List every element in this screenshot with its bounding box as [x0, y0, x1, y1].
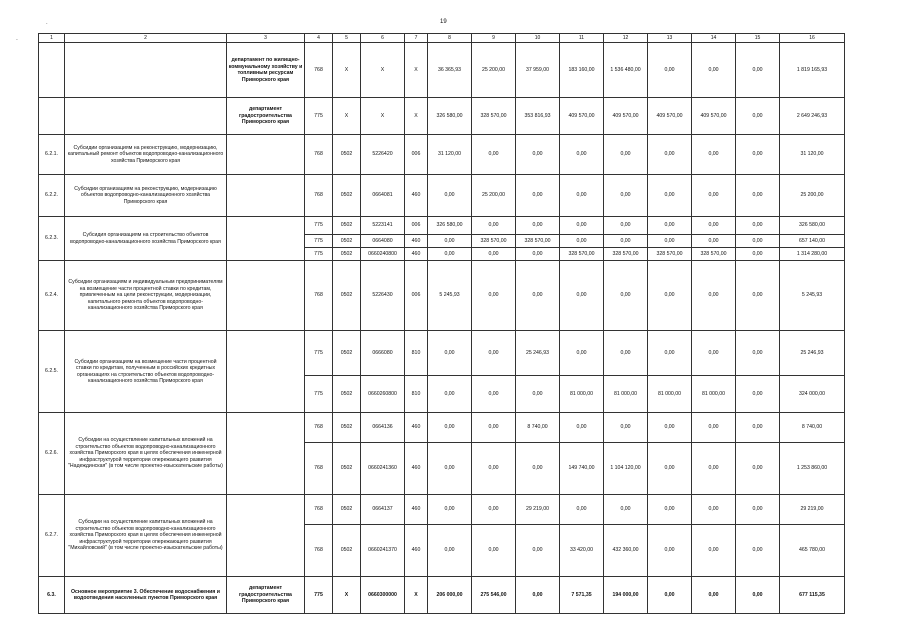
cell-c6: 0660300000	[361, 577, 405, 614]
row-code: 6.2.4.	[39, 261, 65, 331]
cell-c14: 0,00	[692, 331, 736, 376]
cell-c4: 768	[305, 175, 333, 217]
cell-c14: 409 570,00	[692, 98, 736, 135]
cell-c14: 0,00	[692, 443, 736, 495]
col-number: 5	[333, 34, 361, 43]
col-number: 6	[361, 34, 405, 43]
cell-c7: X	[405, 577, 428, 614]
cell-c11: 0,00	[560, 175, 604, 217]
cell-c11: 7 571,35	[560, 577, 604, 614]
cell-c6: 0664080	[361, 235, 405, 248]
cell-c6: 0664137	[361, 495, 405, 525]
cell-c6: 5226430	[361, 261, 405, 331]
cell-c16: 465 780,00	[780, 525, 845, 577]
row-executor	[227, 413, 305, 495]
cell-c11: 0,00	[560, 235, 604, 248]
row-executor	[227, 135, 305, 175]
cell-c4: 768	[305, 495, 333, 525]
cell-c12: 0,00	[604, 235, 648, 248]
cell-c10: 0,00	[516, 443, 560, 495]
cell-c8: 0,00	[428, 376, 472, 413]
cell-c15: 0,00	[736, 413, 780, 443]
cell-c6: X	[361, 98, 405, 135]
cell-c6: 0660240800	[361, 248, 405, 261]
row-code	[39, 43, 65, 98]
col-number: 9	[472, 34, 516, 43]
col-number: 16	[780, 34, 845, 43]
cell-c4: 768	[305, 413, 333, 443]
cell-c15: 0,00	[736, 261, 780, 331]
cell-c11: 409 570,00	[560, 98, 604, 135]
cell-c6: 0660241370	[361, 525, 405, 577]
cell-c5: X	[333, 98, 361, 135]
col-number: 8	[428, 34, 472, 43]
cell-c11: 0,00	[560, 135, 604, 175]
cell-c13: 0,00	[648, 577, 692, 614]
col-number: 7	[405, 34, 428, 43]
cell-c7: 810	[405, 331, 428, 376]
cell-c12: 1 104 120,00	[604, 443, 648, 495]
cell-c7: 460	[405, 525, 428, 577]
row-code: 6.2.2.	[39, 175, 65, 217]
cell-c16: 324 000,00	[780, 376, 845, 413]
cell-c15: 0,00	[736, 43, 780, 98]
cell-c13: 0,00	[648, 443, 692, 495]
cell-c14: 0,00	[692, 235, 736, 248]
cell-c16: 657 140,00	[780, 235, 845, 248]
cell-c11: 0,00	[560, 331, 604, 376]
row-executor: департамент по жилищно-коммунальному хозяйству и топливным ресурсам Приморского края	[227, 43, 305, 98]
cell-c16: 2 649 246,93	[780, 98, 845, 135]
cell-c8: 36 365,93	[428, 43, 472, 98]
cell-c4: 775	[305, 217, 333, 235]
column-number-header	[39, 34, 845, 43]
cell-c5: 0502	[333, 443, 361, 495]
cell-c11: 328 570,00	[560, 248, 604, 261]
cell-c14: 0,00	[692, 217, 736, 235]
cell-c7: X	[405, 98, 428, 135]
cell-c13: 0,00	[648, 217, 692, 235]
cell-c4: 768	[305, 261, 333, 331]
cell-c14: 328 570,00	[692, 248, 736, 261]
cell-c6: 0660260800	[361, 376, 405, 413]
row-code: 6.3.	[39, 577, 65, 614]
cell-c16: 1 819 165,93	[780, 43, 845, 98]
cell-c5: X	[333, 43, 361, 98]
cell-c14: 0,00	[692, 261, 736, 331]
cell-c9: 328 570,00	[472, 235, 516, 248]
row-name: Субсидии организациям на возмещение части процентной ставки по кредитам, полученным в российских кредитных организациях на строительство объектов водопроводно-канализационного хозяйства Приморского края	[65, 331, 227, 413]
cell-c11: 0,00	[560, 413, 604, 443]
cell-c13: 0,00	[648, 331, 692, 376]
row-name: Субсидия организациям на строительство объектов водопроводно-канализационного хозяйства Приморского края	[65, 217, 227, 261]
col-number: 13	[648, 34, 692, 43]
cell-c4: 768	[305, 135, 333, 175]
cell-c8: 206 000,00	[428, 577, 472, 614]
cell-c15: 0,00	[736, 331, 780, 376]
page-number: 19	[440, 19, 447, 25]
row-executor	[227, 175, 305, 217]
col-number: 12	[604, 34, 648, 43]
cell-c4: 775	[305, 331, 333, 376]
cell-c14: 0,00	[692, 413, 736, 443]
table-row	[39, 135, 845, 175]
cell-c15: 0,00	[736, 248, 780, 261]
cell-c5: 0502	[333, 376, 361, 413]
cell-c14: 0,00	[692, 525, 736, 577]
cell-c13: 0,00	[648, 525, 692, 577]
cell-c7: 006	[405, 135, 428, 175]
cell-c4: 775	[305, 235, 333, 248]
cell-c8: 0,00	[428, 175, 472, 217]
cell-c4: 768	[305, 43, 333, 98]
row-name	[65, 43, 227, 98]
cell-c10: 0,00	[516, 248, 560, 261]
cell-c15: 0,00	[736, 495, 780, 525]
cell-c9: 0,00	[472, 495, 516, 525]
budget-table	[38, 33, 845, 614]
cell-c4: 775	[305, 248, 333, 261]
cell-c16: 25 246,93	[780, 331, 845, 376]
cell-c9: 0,00	[472, 413, 516, 443]
cell-c16: 326 580,00	[780, 217, 845, 235]
cell-c7: 460	[405, 413, 428, 443]
cell-c14: 0,00	[692, 135, 736, 175]
cell-c10: 0,00	[516, 577, 560, 614]
col-number: 15	[736, 34, 780, 43]
cell-c8: 0,00	[428, 443, 472, 495]
cell-c11: 0,00	[560, 217, 604, 235]
cell-c12: 432 360,00	[604, 525, 648, 577]
row-name: Субсидии на осуществление капитальных вложений на строительство объектов водопроводно-канализационного хозяйства Приморского края в целях обеспечения инженерной инфраструктурой территории опережающего развития "Надеждинская" (в том числе проектно-изыскательские работы)	[65, 413, 227, 495]
cell-c12: 0,00	[604, 261, 648, 331]
row-name: Субсидии организациям на реконструкцию, модернизацию объектов водопроводно-канализационного хозяйства Приморского края	[65, 175, 227, 217]
cell-c7: 460	[405, 248, 428, 261]
cell-c16: 25 200,00	[780, 175, 845, 217]
row-executor	[227, 261, 305, 331]
cell-c13: 81 000,00	[648, 376, 692, 413]
cell-c15: 0,00	[736, 525, 780, 577]
cell-c8: 0,00	[428, 331, 472, 376]
col-number: 1	[39, 34, 65, 43]
cell-c7: 006	[405, 217, 428, 235]
cell-c9: 275 546,00	[472, 577, 516, 614]
cell-c10: 0,00	[516, 376, 560, 413]
cell-c8: 0,00	[428, 413, 472, 443]
cell-c4: 768	[305, 443, 333, 495]
cell-c7: 460	[405, 175, 428, 217]
cell-c16: 29 219,00	[780, 495, 845, 525]
cell-c9: 0,00	[472, 135, 516, 175]
row-code: 6.2.7.	[39, 495, 65, 577]
cell-c15: 0,00	[736, 235, 780, 248]
cell-c11: 33 420,00	[560, 525, 604, 577]
table-row	[39, 413, 845, 443]
cell-c6: 0660241360	[361, 443, 405, 495]
cell-c12: 0,00	[604, 495, 648, 525]
row-name: Субсидии организациям на реконструкцию, модернизацию, капитальный ремонт объектов водопроводно-канализационного хозяйства Приморского края	[65, 135, 227, 175]
cell-c5: 0502	[333, 175, 361, 217]
cell-c16: 1 253 860,00	[780, 443, 845, 495]
cell-c12: 0,00	[604, 175, 648, 217]
table-row	[39, 261, 845, 331]
cell-c10: 0,00	[516, 217, 560, 235]
col-number: 4	[305, 34, 333, 43]
cell-c14: 0,00	[692, 577, 736, 614]
cell-c6: X	[361, 43, 405, 98]
cell-c14: 0,00	[692, 495, 736, 525]
table-row	[39, 331, 845, 376]
cell-c13: 0,00	[648, 261, 692, 331]
cell-c15: 0,00	[736, 577, 780, 614]
cell-c15: 0,00	[736, 217, 780, 235]
cell-c14: 81 000,00	[692, 376, 736, 413]
table-row	[39, 43, 845, 98]
cell-c12: 81 000,00	[604, 376, 648, 413]
cell-c12: 0,00	[604, 217, 648, 235]
cell-c15: 0,00	[736, 376, 780, 413]
row-name: Основное мероприятие 3. Обеспечение водоснабжения и водоотведения населенных пунктов Приморского края	[65, 577, 227, 614]
cell-c12: 409 570,00	[604, 98, 648, 135]
cell-c8: 0,00	[428, 235, 472, 248]
cell-c6: 5223141	[361, 217, 405, 235]
cell-c8: 31 120,00	[428, 135, 472, 175]
cell-c6: 0664081	[361, 175, 405, 217]
cell-c12: 0,00	[604, 331, 648, 376]
cell-c4: 768	[305, 525, 333, 577]
row-name: Субсидии на осуществление капитальных вложений на строительство объектов водопроводно-канализационного хозяйства Приморского края в целях обеспечения инженерной инфраструктурой территории опережающего развития "Михайловский" (в том числе проектно-изыскательские работы)	[65, 495, 227, 577]
cell-c12: 194 000,00	[604, 577, 648, 614]
cell-c10: 353 816,93	[516, 98, 560, 135]
cell-c13: 0,00	[648, 135, 692, 175]
cell-c15: 0,00	[736, 98, 780, 135]
cell-c10: 0,00	[516, 261, 560, 331]
row-code: 6.2.6.	[39, 413, 65, 495]
table-row	[39, 217, 845, 235]
cell-c12: 328 570,00	[604, 248, 648, 261]
cell-c16: 677 115,35	[780, 577, 845, 614]
cell-c12: 0,00	[604, 413, 648, 443]
cell-c5: 0502	[333, 525, 361, 577]
cell-c13: 328 570,00	[648, 248, 692, 261]
cell-c4: 775	[305, 98, 333, 135]
table-row	[39, 98, 845, 135]
row-code: 6.2.1.	[39, 135, 65, 175]
cell-c10: 25 246,93	[516, 331, 560, 376]
cell-c9: 0,00	[472, 248, 516, 261]
cell-c11: 81 000,00	[560, 376, 604, 413]
cell-c16: 31 120,00	[780, 135, 845, 175]
row-code: 6.2.5.	[39, 331, 65, 413]
cell-c9: 25 200,00	[472, 175, 516, 217]
cell-c13: 0,00	[648, 413, 692, 443]
cell-c9: 25 200,00	[472, 43, 516, 98]
row-code: 6.2.3.	[39, 217, 65, 261]
cell-c11: 0,00	[560, 261, 604, 331]
cell-c8: 326 580,00	[428, 98, 472, 135]
row-code	[39, 98, 65, 135]
cell-c9: 0,00	[472, 261, 516, 331]
cell-c10: 0,00	[516, 135, 560, 175]
cell-c10: 0,00	[516, 175, 560, 217]
cell-c5: 0502	[333, 235, 361, 248]
cell-c8: 326 580,00	[428, 217, 472, 235]
cell-c14: 0,00	[692, 43, 736, 98]
cell-c7: X	[405, 43, 428, 98]
cell-c5: X	[333, 577, 361, 614]
col-number: 11	[560, 34, 604, 43]
table-row	[39, 175, 845, 217]
cell-c7: 810	[405, 376, 428, 413]
cell-c12: 1 536 480,00	[604, 43, 648, 98]
row-executor	[227, 331, 305, 413]
cell-c7: 460	[405, 495, 428, 525]
col-number: 10	[516, 34, 560, 43]
scan-speck: .	[46, 20, 48, 26]
cell-c9: 0,00	[472, 331, 516, 376]
cell-c5: 0502	[333, 248, 361, 261]
cell-c15: 0,00	[736, 443, 780, 495]
cell-c9: 0,00	[472, 443, 516, 495]
cell-c11: 0,00	[560, 495, 604, 525]
row-executor	[227, 217, 305, 261]
cell-c10: 29 219,00	[516, 495, 560, 525]
row-executor: департамент градостроительства Приморского края	[227, 577, 305, 614]
cell-c11: 183 160,00	[560, 43, 604, 98]
cell-c5: 0502	[333, 217, 361, 235]
cell-c10: 8 740,00	[516, 413, 560, 443]
cell-c16: 1 314 280,00	[780, 248, 845, 261]
col-number: 2	[65, 34, 227, 43]
cell-c12: 0,00	[604, 135, 648, 175]
cell-c4: 775	[305, 577, 333, 614]
cell-c10: 328 570,00	[516, 235, 560, 248]
cell-c16: 8 740,00	[780, 413, 845, 443]
cell-c6: 0666080	[361, 331, 405, 376]
row-name: Субсидии организациям и индивидуальным предпринимателям на возмещение части процентной ставки по кредитам, привлеченным на цели реконструкции, модернизации, капитального ремонта объектов водопроводно-канализационного хозяйства Приморского края	[65, 261, 227, 331]
cell-c14: 0,00	[692, 175, 736, 217]
cell-c10: 37 959,00	[516, 43, 560, 98]
col-number: 3	[227, 34, 305, 43]
cell-c13: 409 570,00	[648, 98, 692, 135]
cell-c13: 0,00	[648, 495, 692, 525]
col-number: 14	[692, 34, 736, 43]
cell-c8: 0,00	[428, 525, 472, 577]
row-name	[65, 98, 227, 135]
cell-c13: 0,00	[648, 43, 692, 98]
table-row	[39, 577, 845, 614]
cell-c8: 0,00	[428, 495, 472, 525]
cell-c5: 0502	[333, 413, 361, 443]
cell-c7: 460	[405, 235, 428, 248]
table-row	[39, 495, 845, 525]
row-executor	[227, 495, 305, 577]
scan-speck: `	[16, 40, 18, 46]
row-executor: департамент градостроительства Приморского края	[227, 98, 305, 135]
cell-c8: 5 245,93	[428, 261, 472, 331]
cell-c13: 0,00	[648, 175, 692, 217]
cell-c9: 0,00	[472, 217, 516, 235]
cell-c5: 0502	[333, 135, 361, 175]
cell-c10: 0,00	[516, 525, 560, 577]
cell-c15: 0,00	[736, 175, 780, 217]
cell-c7: 006	[405, 261, 428, 331]
cell-c9: 0,00	[472, 525, 516, 577]
cell-c5: 0502	[333, 331, 361, 376]
cell-c9: 328 570,00	[472, 98, 516, 135]
cell-c5: 0502	[333, 495, 361, 525]
cell-c7: 460	[405, 443, 428, 495]
cell-c6: 5226420	[361, 135, 405, 175]
cell-c8: 0,00	[428, 248, 472, 261]
cell-c4: 775	[305, 376, 333, 413]
cell-c13: 0,00	[648, 235, 692, 248]
cell-c16: 5 245,93	[780, 261, 845, 331]
cell-c5: 0502	[333, 261, 361, 331]
cell-c9: 0,00	[472, 376, 516, 413]
cell-c15: 0,00	[736, 135, 780, 175]
cell-c6: 0664136	[361, 413, 405, 443]
cell-c11: 149 740,00	[560, 443, 604, 495]
